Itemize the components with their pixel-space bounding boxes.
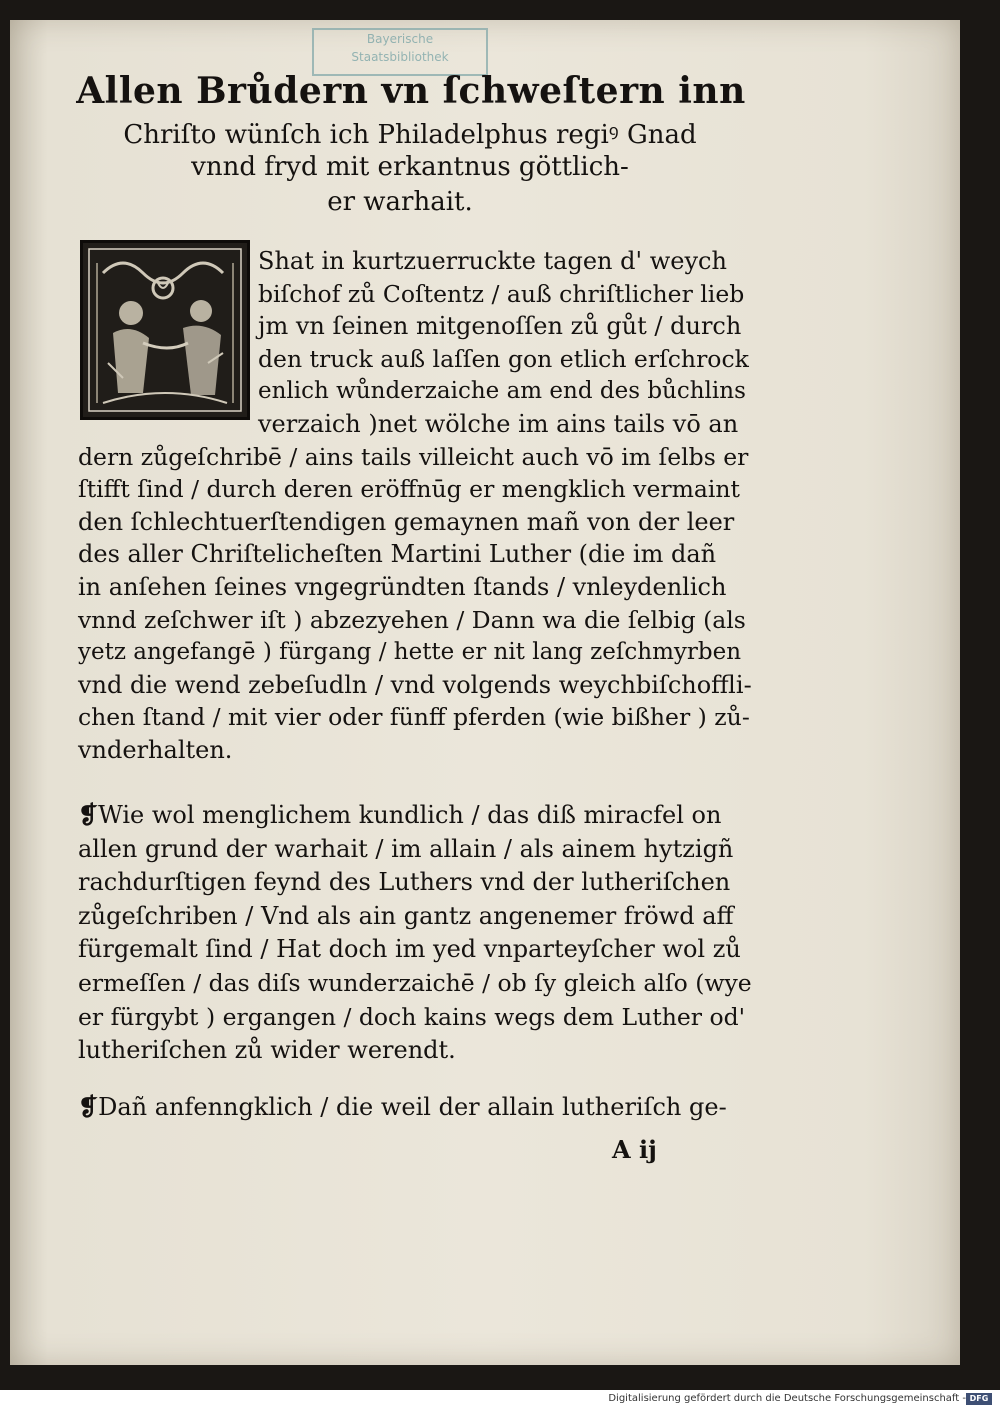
pilcrow-mark: ❡ bbox=[78, 800, 99, 829]
text-line bbox=[78, 702, 750, 732]
line-text: allen grund der warhait / im allain / als ainem hytzigñ bbox=[78, 834, 734, 863]
line-text: rachdurſtigen feynd des Luthers vnd der lutheriſchen bbox=[78, 868, 731, 897]
text-line bbox=[78, 1002, 745, 1032]
title-line-3: vnnd fryd mit erkantnus göttlich- bbox=[191, 152, 629, 182]
pilcrow-mark: ❡ bbox=[78, 1092, 99, 1121]
text-line bbox=[78, 507, 734, 537]
title-line-4: er warhait. bbox=[327, 187, 473, 217]
text-line bbox=[78, 968, 752, 998]
line-text: den ſchlechtuerſtendigen gemaynen mañ von der leer bbox=[78, 507, 735, 536]
text-line bbox=[78, 800, 721, 830]
line-text: Dañ anfenngklich / die weil der allain lutheriſch ge- bbox=[98, 1093, 727, 1121]
text-line bbox=[78, 670, 752, 700]
line-text: fürgemalt ſind / Hat doch im yed vnparteyſcher wol zů bbox=[78, 935, 741, 964]
text-line bbox=[78, 442, 748, 472]
line-text: des aller Chriſtelicheſten Martini Luther (die im dañ bbox=[78, 540, 717, 569]
title-line-2: Chriſto wünſch ich Philadelphus regiꝰ Gnad bbox=[123, 120, 697, 150]
line-text: yetz angefangē ) fürgang / hette er nit lang zeſchmyrben bbox=[78, 639, 742, 666]
stamp-line-1: Bayerische bbox=[366, 32, 434, 46]
line-text: enlich wůnderzaiche am end des bůchlins bbox=[258, 378, 746, 405]
line-text: lutheriſchen zů wider werendt. bbox=[78, 1036, 456, 1065]
funding-credit: Digitalisierung gefördert durch die Deutsche Forschungsgemeinschaft - bbox=[608, 1393, 966, 1404]
text-line bbox=[258, 246, 727, 276]
text-line bbox=[78, 637, 741, 667]
text-line bbox=[78, 834, 733, 864]
text-line bbox=[78, 901, 734, 931]
line-text: vnnd zeſchwer iſt ) abzezyehen / Dann wa die ſelbig (als bbox=[78, 605, 746, 634]
text-line bbox=[78, 474, 740, 504]
text-line bbox=[78, 1092, 727, 1122]
line-text: Wie wol menglichem kundlich / das diß miracfel on bbox=[98, 801, 722, 829]
library-stamp bbox=[312, 28, 488, 76]
text-line bbox=[78, 867, 730, 897]
text-line bbox=[78, 572, 726, 602]
text-line bbox=[78, 735, 232, 765]
decorated-woodcut-initial-icon bbox=[80, 240, 250, 420]
line-text: den truck auß laſſen gon etlich erſchrock bbox=[258, 344, 749, 373]
title-line-1: Allen Brůdern vn ſchweſtern inn bbox=[76, 70, 746, 112]
text-line bbox=[78, 1035, 456, 1065]
line-text: jm vn ſeinen mitgenoſſen zů gůt / durch bbox=[258, 312, 742, 341]
text-line bbox=[258, 279, 744, 309]
text-line bbox=[258, 344, 749, 374]
line-text: verzaich )net wölche im ains tails vō an bbox=[258, 410, 739, 438]
text-line bbox=[258, 311, 741, 341]
text-line bbox=[78, 605, 746, 635]
line-text: chen ſtand / mit vier oder fünff pferden (wie bißher ) zů- bbox=[78, 703, 750, 732]
text-line bbox=[258, 376, 746, 406]
text-line bbox=[78, 539, 716, 569]
text-line bbox=[78, 934, 741, 964]
line-text: biſchof zů Coſtentz / auß chriſtlicher lieb bbox=[258, 279, 745, 308]
line-text: ſtifft ſind / durch deren eröffnūg er mengklich vermaint bbox=[78, 475, 740, 504]
line-text: er fürgybt ) ergangen / doch kains wegs dem Luther od' bbox=[78, 1002, 746, 1031]
line-text: in anſehen ſeines vngegründten ſtands / vnleydenlich bbox=[78, 573, 727, 601]
line-text: ermeſſen / das diſs wunderzaichē / ob ſy gleich alſo (wye bbox=[78, 969, 752, 997]
dfg-logo-icon: DFG bbox=[966, 1393, 992, 1405]
line-text: dern zůgeſchribē / ains tails villeicht auch vō im ſelbs er bbox=[78, 442, 749, 471]
line-text: vnderhalten. bbox=[78, 736, 233, 764]
line-text: zůgeſchriben / Vnd als ain gantz angenemer fröwd aff bbox=[78, 901, 734, 930]
line-text: Shat in kurtzuerruckte tagen d' weych bbox=[258, 247, 727, 275]
line-text: vnd die wend zebeſudln / vnd volgends weychbiſchoffli- bbox=[78, 670, 752, 699]
text-line bbox=[258, 409, 738, 439]
signature-mark: A ij bbox=[612, 1135, 657, 1164]
stamp-line-2: Staatsbibliothek bbox=[351, 50, 449, 64]
